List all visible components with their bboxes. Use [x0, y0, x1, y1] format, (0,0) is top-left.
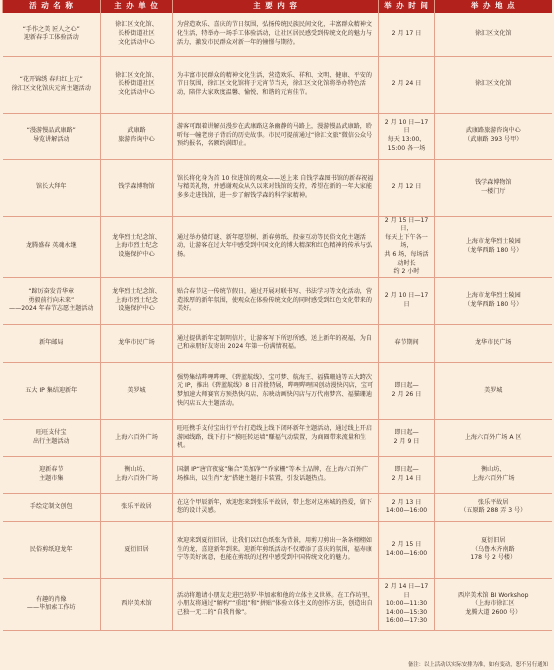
time-cell: [379, 493, 435, 521]
event-content: 旺旺携手支付宝出行平台打造线上线下闭环新年主题活动，通过线上开启游园线路，线下打卡“摸旺转运墙”赚福气动装置，为商圈带来流量和生机。: [177, 425, 372, 450]
event-place: 衡山坊、 上海六百外广场: [471, 466, 515, 482]
event-time: 即日起— 2 月 26 日: [391, 382, 422, 398]
event-content: 活动将邀请小朋友走进巴勃罗·毕加索和他的立体主义世界。在工作坊里，小朋友将通过“解构”“重组”和“拼贴”体验立体主义的创作方法，创造出自己独一无二的“自我肖像”。: [177, 591, 374, 616]
time-cell: [379, 419, 435, 456]
event-name: 龙腾盛春 英魂永继: [25, 242, 77, 250]
event-place: 钱学森博物馆 一楼门厅: [474, 178, 512, 195]
table-row: [3, 456, 552, 493]
event-place: 上海市龙华烈士陵园 （龙华西路 180 号）: [464, 238, 523, 254]
event-content: 游客可跟着讲解员漫步在武康路这条幽静的马路上，漫游慢品武康路，聆听每一幢老房子背后的历史故事。市民可提前通过“徐汇文旅”微信公众号预约报名，名额约满即止。: [177, 123, 373, 148]
event-organizer: 龙华烈士纪念馆、 上海市烈士纪念 设施保护中心: [112, 288, 161, 313]
event-name: 民俗剪纸迎龙年: [29, 545, 73, 553]
place-cell: [435, 521, 552, 578]
content-cell: [173, 13, 379, 56]
event-place: 上海市龙华烈士陵园 （龙华西路 180 号）: [464, 292, 523, 308]
event-time: 2 月 17 日: [391, 29, 422, 37]
place-cell: [435, 56, 552, 113]
event-name: 有趣的肖像 ——毕加索工作坊: [26, 595, 76, 612]
organizer-cell: [101, 578, 173, 630]
table-row: [3, 362, 552, 419]
event-name: 五大 IP 集结迎新年: [25, 386, 78, 394]
event-name-cell: [3, 277, 101, 324]
event-name: “蹄厉奋发青华章 勇毅前行向未来” ——2024 年春节志愿主题活动: [9, 288, 94, 313]
footnote: 备注：以上活动以实际安排为准，如有变动，恕不另行通知: [407, 662, 548, 668]
table-row: [3, 277, 552, 324]
event-name-cell: [3, 324, 101, 362]
event-place: 夏衍旧居 （乌鲁木齐南路 178 号 2 号楼）: [470, 537, 517, 562]
event-name-cell: [3, 493, 101, 521]
place-cell: [435, 159, 552, 216]
event-content: 在这个甲辰新年，欢迎您来到张乐平故居，带上您对这座城的热爱，留下您的设计灵感。: [177, 498, 372, 515]
event-organizer: 衡山坊、 上海六百外广场: [115, 466, 158, 482]
place-cell: [435, 13, 552, 56]
event-name-cell: [3, 419, 101, 456]
event-organizer: 龙华烈士纪念馆、 上海市烈士纪念 设施保护中心: [112, 233, 161, 259]
table-row: [3, 13, 552, 56]
event-place: 上海六百外广场 A 区: [464, 433, 522, 441]
content-cell: [173, 493, 379, 521]
place-cell: [435, 419, 552, 456]
event-name-cell: [3, 56, 101, 113]
time-cell: [379, 113, 435, 159]
table-row: [3, 113, 552, 159]
event-time: 即日起— 2 月 9 日: [393, 429, 420, 445]
organizer-cell: [101, 362, 173, 419]
content-cell: [173, 216, 379, 277]
content-cell: [173, 159, 379, 216]
time-cell: [379, 521, 435, 578]
event-name-cell: [3, 578, 101, 630]
header-event-name: 活 动 名 称: [3, 0, 101, 13]
content-cell: [173, 521, 379, 578]
event-time: 春节期间: [394, 339, 419, 347]
place-cell: [435, 578, 552, 630]
table-row: [3, 56, 552, 113]
place-cell: [435, 456, 552, 493]
event-name-cell: [3, 13, 101, 56]
event-name: 迎新春节 主题市集: [39, 466, 64, 482]
time-cell: [379, 456, 435, 493]
event-place: 张乐平故居 （五原路 288 弄 3 号）: [460, 498, 527, 515]
organizer-cell: [101, 493, 173, 521]
table-row: [3, 324, 552, 362]
organizer-cell: [101, 113, 173, 159]
content-cell: [173, 456, 379, 493]
event-content: 贴合春节这一传统节假日，通过开展对联书写、书法学习等文化活动，营造浓厚的新年氛围，使观众在体验传统文化的同时感受到红色文化带来的美好。: [177, 288, 372, 313]
event-time: 2 月 12 日: [391, 183, 422, 191]
event-content: 通过提供新年定制明信片，让游客写下所思所感，送上新年的祝福，为自己和亲朋好友寄出 2024 年第一份满情祝福。: [177, 334, 372, 351]
event-place: 美罗城: [484, 386, 503, 394]
event-organizer: 徐汇区文化馆、 长桥街道社区 文化活动中心: [115, 21, 158, 46]
event-name: 旺旺支付宝 出行主题活动: [32, 429, 70, 445]
event-name-cell: [3, 521, 101, 578]
content-cell: [173, 578, 379, 630]
event-time: 2 月 15 日 14:00—16:00: [385, 541, 428, 557]
organizer-cell: [101, 56, 173, 113]
place-cell: [435, 277, 552, 324]
event-name: “漫游慢品武康路” 导览讲解活动: [26, 127, 76, 143]
time-cell: [379, 277, 435, 324]
event-organizer: 张乐平故居: [121, 503, 152, 511]
event-time: 2 月 10 日—17 日: [384, 292, 429, 308]
table-row: [3, 521, 552, 578]
place-cell: [435, 362, 552, 419]
organizer-cell: [101, 216, 173, 277]
content-cell: [173, 56, 379, 113]
event-content: 为营造欢乐、喜庆的节日氛围，弘扬传统民族民间文化，丰富群众精神文化生活，特举办一场手工体验活动，让社区居民感受到传统文化的魅力与活力，激发市民群众对新一年的憧憬与期待。: [177, 21, 372, 46]
event-name-cell: [3, 456, 101, 493]
event-time: 即日起— 2 月 14 日: [391, 466, 422, 482]
event-time: 2 月 15 日—17 日， 每天上下午各一场， 共 6 场，每场活动时长 约 2 小时: [384, 216, 429, 276]
time-cell: [379, 216, 435, 277]
event-time: 2 月 24 日: [391, 80, 422, 88]
header-content: 主 要 内 容: [173, 0, 379, 13]
organizer-cell: [101, 277, 173, 324]
event-organizer: 武康路 旅游咨询中心: [118, 127, 155, 143]
header-place: 举 办 地 点: [435, 0, 552, 13]
place-cell: [435, 493, 552, 521]
table-row: [3, 493, 552, 521]
event-name-cell: [3, 159, 101, 216]
event-place: 徐汇区文化馆: [474, 29, 512, 37]
place-cell: [435, 324, 552, 362]
content-cell: [173, 324, 379, 362]
content-cell: [173, 113, 379, 159]
event-time: 2 月 13 日 14:00—16:00: [385, 498, 428, 515]
organizer-cell: [101, 419, 173, 456]
event-name: 手绘定制文创包: [29, 503, 73, 511]
time-cell: [379, 578, 435, 630]
event-place: 龙华市民广场: [474, 339, 512, 347]
organizer-cell: [101, 456, 173, 493]
time-cell: [379, 56, 435, 113]
event-time: 2 月 14 日—17 日 10:00—11:30 14:00—15:30 16:00—17:30: [384, 582, 429, 625]
event-organizer: 龙华市民广场: [118, 339, 155, 347]
header-time: 举 办 时 间: [379, 0, 435, 13]
time-cell: [379, 13, 435, 56]
table-row: [3, 216, 552, 277]
organizer-cell: [101, 521, 173, 578]
event-organizer: 徐汇区文化馆、 长桥街道社区 文化活动中心: [115, 71, 158, 96]
event-name-cell: [3, 362, 101, 419]
header-row: [3, 0, 552, 13]
event-name: 新年邮局: [39, 339, 64, 347]
event-name: 馆长大拜年: [36, 183, 67, 191]
organizer-cell: [101, 13, 173, 56]
event-name: “手作之美 匠人之心” 迎新春手工体验活动: [22, 25, 80, 42]
organizer-cell: [101, 159, 173, 216]
time-cell: [379, 362, 435, 419]
organizer-cell: [101, 324, 173, 362]
table-row: [3, 159, 552, 216]
event-content: 国潮 IP“唐宫夜宴”集合“美加净”“乔家栅”等本土品牌，在上海六百外广场推出，以生肖“龙”搭建主题打卡装置，引发话题热点。: [177, 466, 368, 482]
event-time: 2 月 10 日—17 日 每天 13:00、 15:00 各一场: [384, 118, 429, 152]
event-organizer: 夏衍旧居: [124, 545, 149, 553]
content-cell: [173, 277, 379, 324]
content-cell: [173, 419, 379, 456]
place-cell: [435, 216, 552, 277]
time-cell: [379, 324, 435, 362]
event-place: 西岸美术馆 BI Workshop （上海市徐汇区 龙腾大道 2600 号）: [458, 591, 529, 616]
event-content: 为丰富市民群众的精神文化生活，营造欢乐、祥和、文明、健康、平安的节日氛围，徐汇区文化馆将于元宵节当天，徐汇区文化馆将举办特色活动，陪伴大家欢度温馨、愉悦、和谐的元宵佳节。: [177, 71, 372, 96]
place-cell: [435, 113, 552, 159]
event-organizer: 西岸美术馆: [121, 600, 152, 608]
event-name-cell: [3, 113, 101, 159]
event-place: 武康路旅游咨询中心 （武康路 393 号甲）: [464, 127, 523, 143]
events-table-wrapper: [2, 0, 551, 631]
table-row: [3, 578, 552, 630]
event-organizer: 上海六百外广场: [115, 433, 158, 441]
event-content: 通过举办猜灯谜、新年愿望树、新春剪纸、投壶互动等民俗文化主题活动，让游客在过大年中感受到中国文化的博大精深和红色精神的传承与弘扬。: [177, 233, 372, 259]
time-cell: [379, 159, 435, 216]
event-organizer: 美罗城: [127, 386, 146, 394]
event-content: 欢迎来到夏衍旧居，让我们以红色纸张为背景，用剪刀剪出一条条栩栩如生的龙，喜迎新年到来。迎新年剪纸活动不仅增添了喜庆的氛围，福寿康宁等美好寓意，也能在剪纸的过程中感受到中国传统文化的魅力。: [177, 537, 372, 562]
event-organizer: 钱学森博物馆: [118, 183, 155, 191]
content-cell: [173, 362, 379, 419]
table-body: [3, 13, 552, 630]
table-header: [3, 0, 552, 13]
events-table: [2, 0, 552, 631]
header-organizer: 主 办 单 位: [101, 0, 173, 13]
event-name: “花开锦绣 春归红上元” 徐汇区文化馆庆元宵主题活动: [11, 75, 91, 92]
event-content: 馆长将化身为首 10 位进馆的观众——送上来 自钱学森图书馆的新春祝福与精美礼物，并感谢观众从久以来对钱馆的支持，希望在新的一年大家能多多走进钱馆，进一步了解钱学森的科学家精神。: [177, 174, 374, 199]
table-row: [3, 419, 552, 456]
event-name-cell: [3, 216, 101, 277]
event-content: 强势集结哔哩哔哩、《碧蓝航线》、宝可梦、航海王、福猫珊迪等五大跨次元 IP，推出《碧蓝航线》8 日首批特展，哔哩哔哩国创动漫快闪店，宝可梦加速大师赛官方预热快闪店、东映动画快闪店与万代南梦宫、福猫珊迪快闪店五大主题活动。: [177, 373, 374, 407]
event-place: 徐汇区文化馆: [474, 80, 512, 88]
